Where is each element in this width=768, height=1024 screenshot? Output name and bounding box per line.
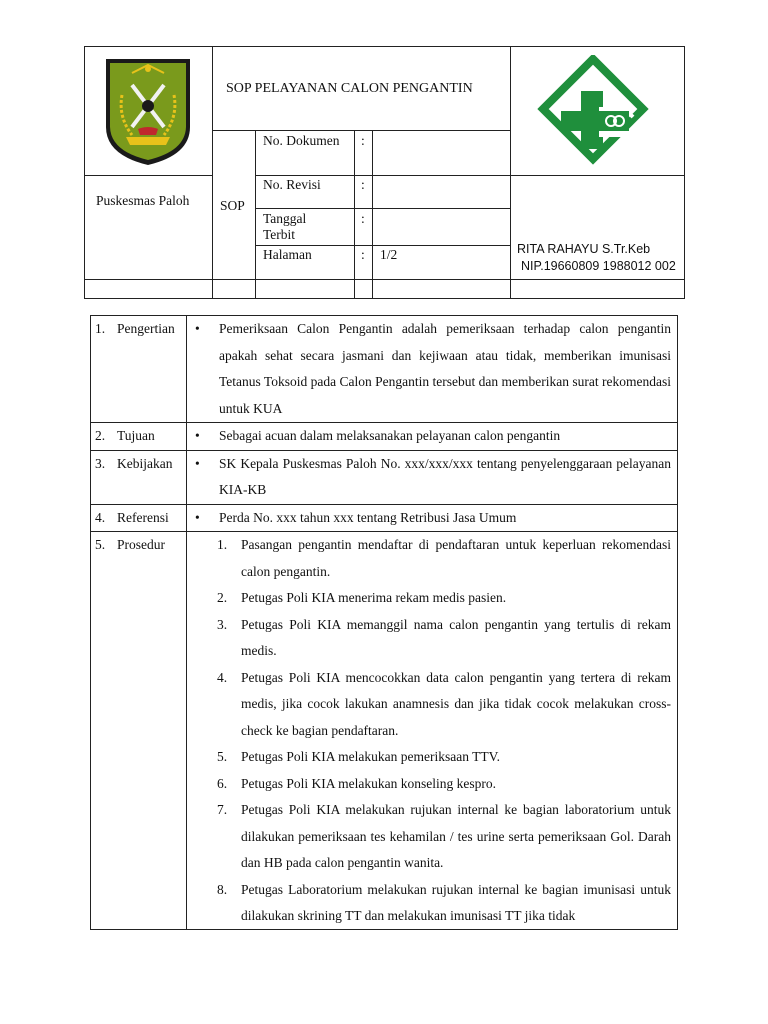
field-label-no-revisi: No. Revisi — [263, 177, 321, 192]
rule — [256, 175, 685, 176]
procedure-step — [217, 797, 671, 877]
section-row-tujuan — [91, 423, 677, 451]
sop-content-table — [90, 315, 678, 930]
section-label-cell — [91, 504, 187, 532]
section-content-cell — [187, 532, 678, 931]
step-text: Petugas Laboratorium melakukan rujukan internal ke bagian imunisasi untuk dilakukan skrining TT dan melakukan imunisasi TT jika tidak — [241, 881, 671, 923]
step-text: Petugas Poli KIA melakukan konseling kespro. — [241, 775, 496, 791]
rule — [84, 279, 685, 280]
signer-nip: NIP.19660809 1988012 002 — [521, 259, 676, 273]
step-text: Petugas Poli KIA melakukan pemeriksaan TTV. — [241, 749, 500, 764]
step-number: 2. — [217, 590, 228, 605]
rule — [354, 130, 355, 299]
section-label-cell — [91, 450, 187, 504]
step-number: 7. — [217, 802, 228, 817]
section-label: Tujuan — [117, 428, 155, 443]
field-sep: : — [361, 211, 365, 226]
section-label-cell — [91, 423, 187, 451]
bullet-item: • Pemeriksaan Calon Pengantin adalah pemeriksaan terhadap calon pengantin apakah sehat secara jasmani dan kejiwaan atau tidak, memberikan imunisasi Tetanus Toksoid pada Calon Pengantin tersebut dan memberikan surat rekomendasi untuk KUA — [219, 316, 671, 422]
rule — [372, 130, 373, 299]
procedure-step — [217, 665, 671, 745]
sop-label: SOP — [220, 198, 245, 213]
rule — [84, 46, 85, 299]
procedure-step — [217, 612, 671, 665]
section-row-referensi — [91, 504, 677, 532]
rule — [213, 130, 511, 131]
section-number: 3. — [95, 455, 106, 471]
field-sep: : — [361, 133, 365, 148]
rule — [212, 46, 213, 299]
field-value-halaman: 1/2 — [380, 247, 398, 262]
rule — [255, 130, 256, 299]
section-row-pengertian — [91, 316, 677, 423]
field-label-halaman: Halaman — [263, 247, 312, 262]
rule — [84, 298, 685, 299]
section-number: 1. — [95, 321, 106, 336]
field-label-tanggal-terbit: Tanggal Terbit — [263, 211, 307, 242]
procedure-step — [217, 585, 671, 612]
doc-title: SOP PELAYANAN CALON PENGANTIN — [226, 81, 473, 96]
bullet-item: • SK Kepala Puskesmas Paloh No. xxx/xxx/xxx tentang penyelenggaraan pelayanan KIA-KB — [219, 451, 671, 504]
rule — [510, 46, 511, 299]
regency-emblem-icon — [102, 55, 194, 168]
rule — [84, 175, 213, 176]
step-number: 3. — [217, 616, 228, 632]
step-text: Petugas Poli KIA menerima rekam medis pasien. — [241, 590, 507, 605]
procedure-step — [217, 771, 671, 798]
step-number: 4. — [217, 669, 228, 685]
section-label-cell — [91, 316, 187, 423]
section-label: Prosedur — [117, 537, 165, 552]
section-number: 4. — [95, 509, 106, 525]
step-number: 5. — [217, 749, 228, 764]
section-number: 5. — [95, 537, 106, 552]
puskesmas-cross-logo-icon — [537, 55, 649, 170]
rule — [84, 46, 685, 47]
procedure-step — [217, 877, 671, 930]
procedure-step — [217, 532, 671, 585]
section-number: 2. — [95, 428, 106, 443]
step-number: 6. — [217, 775, 228, 791]
step-text: Petugas Poli KIA memanggil nama calon pengantin yang tertulis di rekam medis. — [241, 616, 671, 658]
procedure-step — [217, 744, 671, 771]
rule — [256, 245, 511, 246]
section-content-cell — [187, 504, 678, 532]
section-row-prosedur — [91, 532, 677, 931]
step-text: Pasangan pengantin mendaftar di pendaftaran untuk keperluan rekomendasi calon pengantin. — [241, 537, 671, 579]
field-label-no-dokumen: No. Dokumen — [263, 133, 340, 148]
section-row-kebijakan — [91, 450, 677, 504]
step-text: Petugas Poli KIA mencocokkan data calon pengantin yang tertera di rekam medis, jika cocok lakukan anamnesis dan jika tidak cocok melakukan cross-check ke bagian pendaftaran. — [241, 669, 671, 738]
org-name: Puskesmas Paloh — [96, 193, 190, 208]
step-number: 8. — [217, 881, 228, 897]
section-label: Referensi — [117, 509, 169, 525]
rule — [684, 46, 685, 299]
section-label-cell — [91, 532, 187, 931]
bullet-item: • Perda No. xxx tahun xxx tentang Retribusi Jasa Umum — [219, 505, 671, 532]
step-text: Petugas Poli KIA melakukan rujukan internal ke bagian laboratorium untuk dilakukan pemeriksaan tes kehamilan / tes urine serta pemeriksaan Gol. Darah dan HB pada calon pengantin wanita. — [241, 802, 671, 870]
field-sep: : — [361, 177, 365, 192]
signer-name: RITA RAHAYU S.Tr.Keb — [517, 242, 651, 256]
section-content-cell — [187, 316, 678, 423]
rule — [256, 208, 511, 209]
step-number: 1. — [217, 537, 228, 552]
section-label: Pengertian — [117, 321, 175, 336]
section-content-cell — [187, 423, 678, 451]
section-label: Kebijakan — [117, 455, 173, 471]
field-sep: : — [361, 247, 365, 262]
bullet-item: • Sebagai acuan dalam melaksanakan pelayanan calon pengantin — [219, 423, 671, 450]
section-content-cell — [187, 450, 678, 504]
